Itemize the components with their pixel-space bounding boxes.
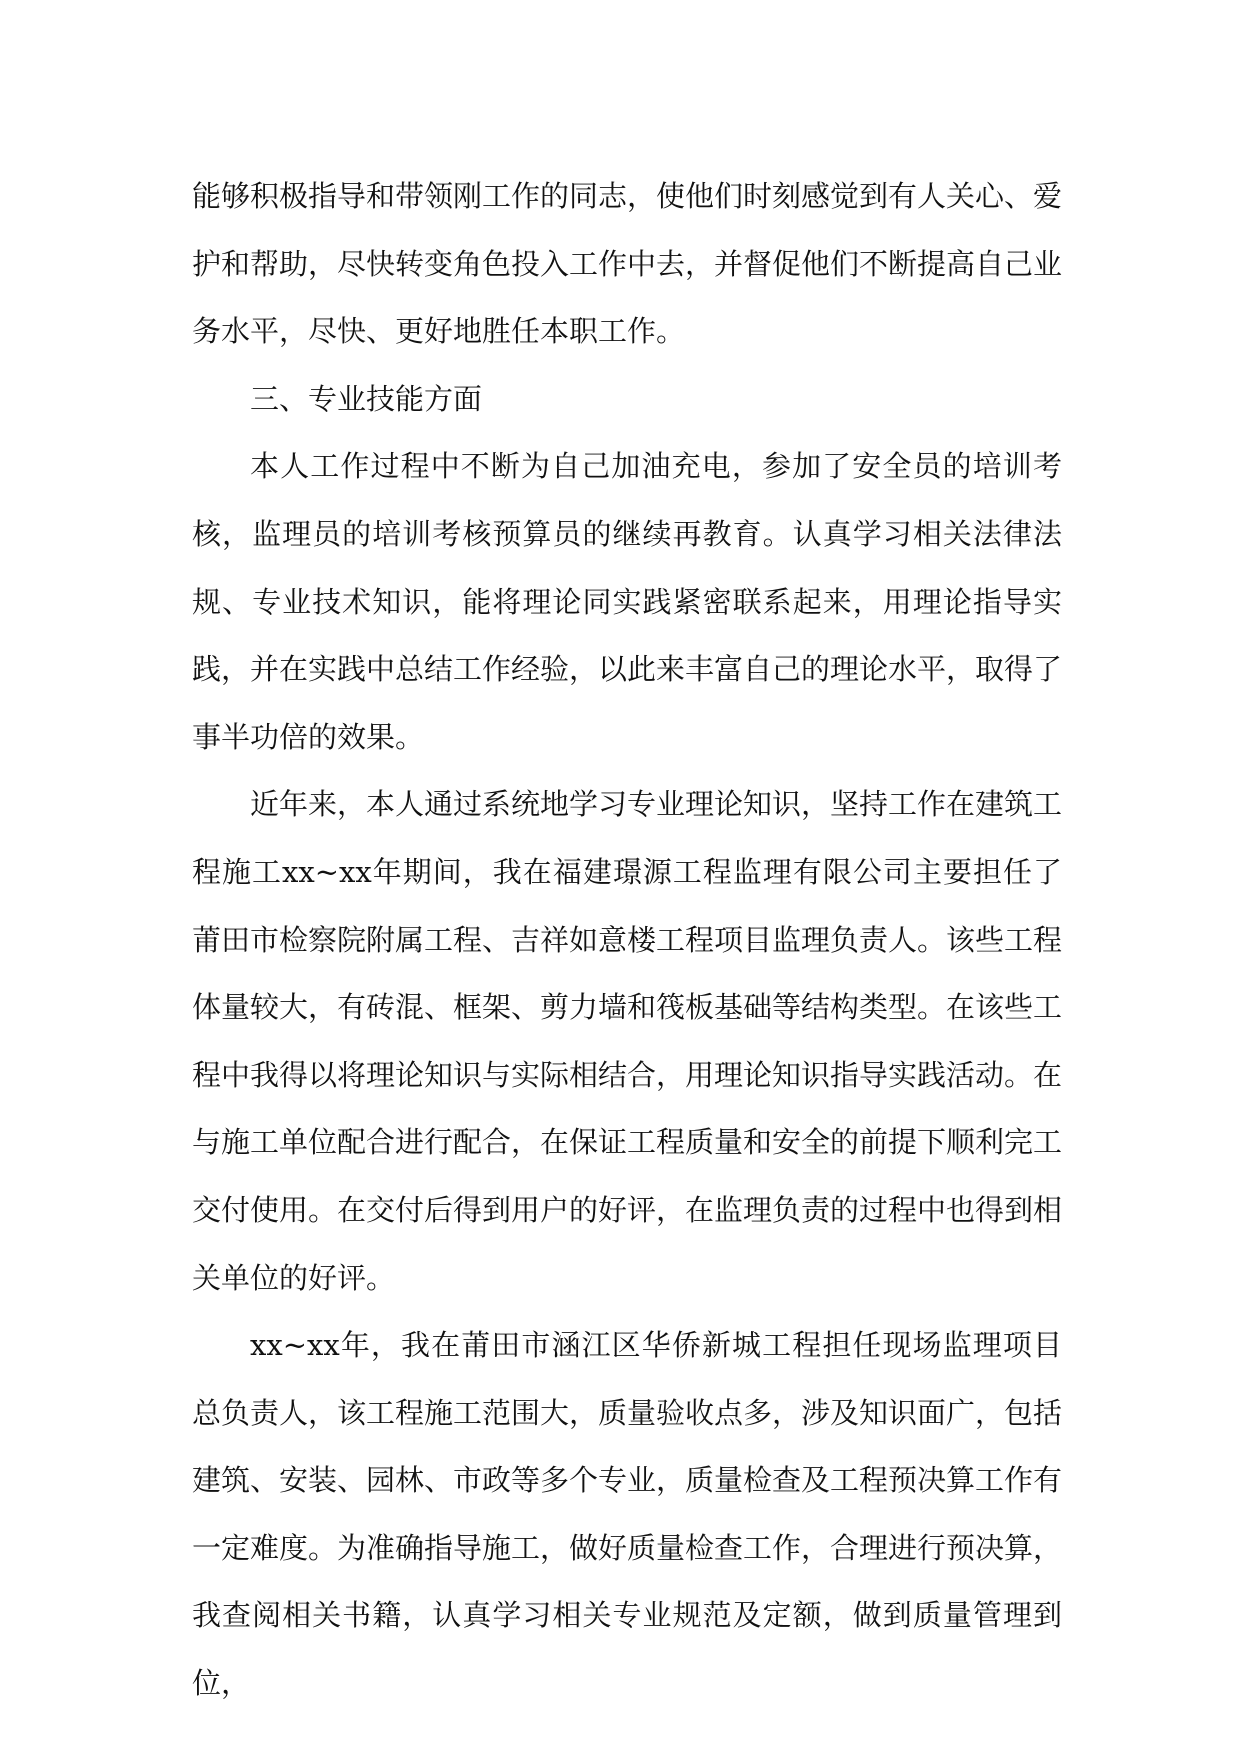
paragraph-recent-years: 近年来，本人通过系统地学习专业理论知识，坚持工作在建筑工程施工xx~xx年期间，我在福建璟源工程监理有限公司主要担任了莆田市检察院附属工程、吉祥如意楼工程项目监理负责人。该些工程体量较大，有砖混、框架、剪力墙和筏板基础等结构类型。在该些工程中我得以将理论知识与实际相结合，用理论知识指导实践活动。在与施工单位配合进行配合，在保证工程质量和安全的前提下顺利完工交付使用。在交付后得到用户的好评，在监理负责的过程中也得到相关单位的好评。 <box>192 787 1063 1295</box>
document-body <box>192 163 1062 1718</box>
paragraph-continuation: 能够积极指导和带领刚工作的同志，使他们时刻感觉到有人关心、爱护和帮助，尽快转变角色投入工作中去，并督促他们不断提高自己业务水平，尽快、更好地胜任本职工作。 <box>192 179 1063 349</box>
paragraph-huaqiao-project: xx~xx年，我在莆田市涵江区华侨新城工程担任现场监理项目总负责人，该工程施工范围大，质量验收点多，涉及知识面广，包括建筑、安装、园林、市政等多个专业，质量检查及工程预决算工作有一定难度。为准确指导施工，做好质量检查工作，合理进行预决算，我查阅相关书籍，认真学习相关专业规范及定额，做到质量管理到位， <box>192 1328 1063 1701</box>
paragraph-professional-skills: 本人工作过程中不断为自己加油充电，参加了安全员的培训考核，监理员的培训考核预算员的继续再教育。认真学习相关法律法规、专业技术知识，能将理论同实践紧密联系起来，用理论指导实践，并在实践中总结工作经验，以此来丰富自己的理论水平，取得了事半功倍的效果。 <box>192 449 1063 754</box>
section-heading: 三、专业技能方面 <box>250 381 483 416</box>
